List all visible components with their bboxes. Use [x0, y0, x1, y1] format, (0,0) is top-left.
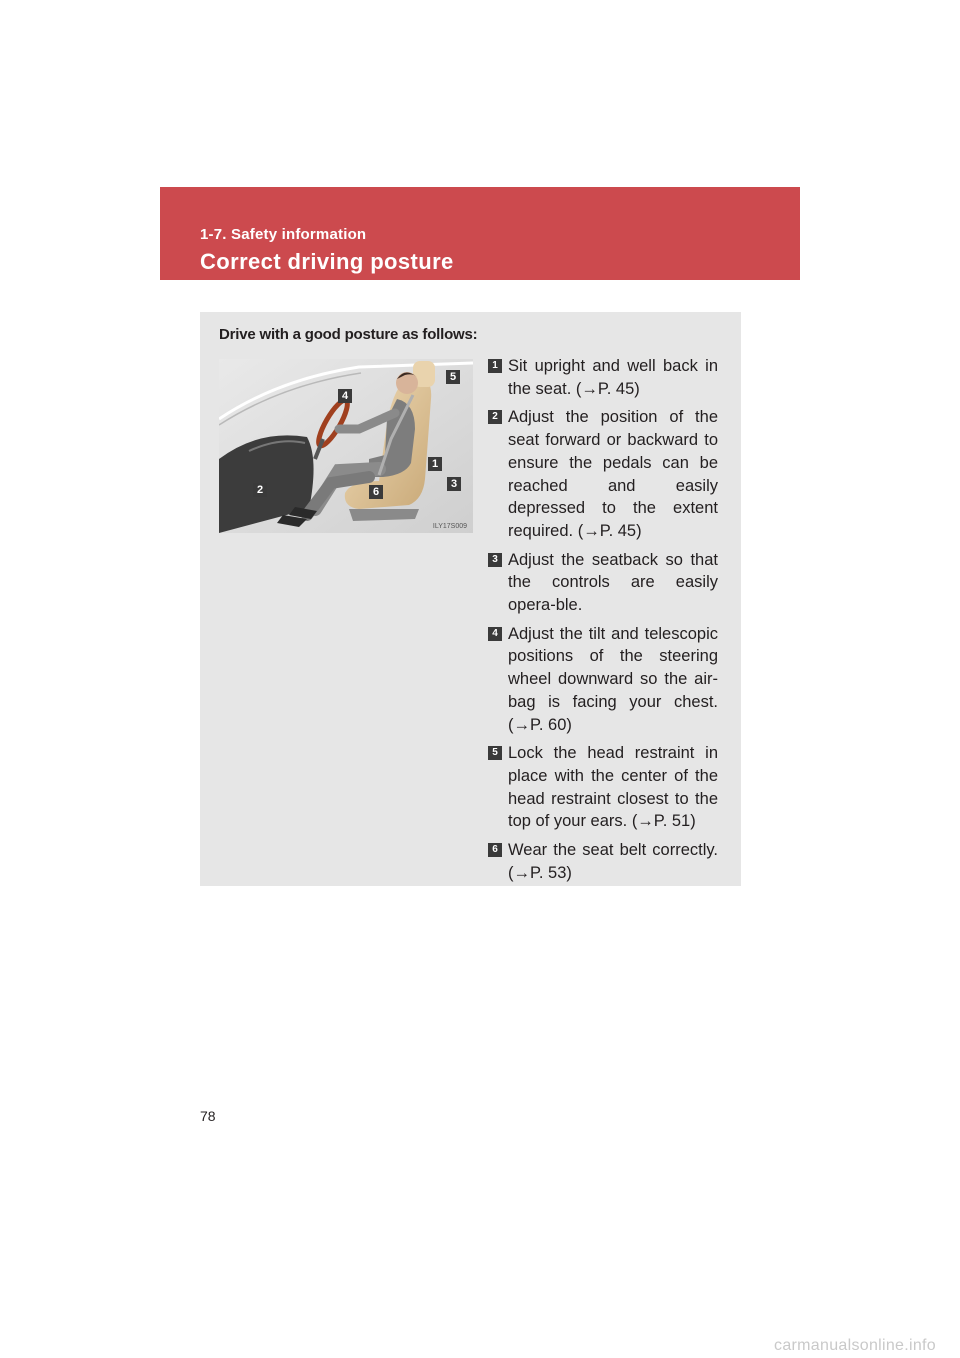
driving-posture-illustration: [219, 359, 473, 533]
callout-1: 1: [428, 457, 442, 471]
list-item: [488, 839, 718, 884]
list-item: [488, 549, 718, 617]
step-text: Adjust the tilt and telescopic positions of the steering wheel downward so the air-bag is facing your chest. (→P. 60): [508, 624, 718, 734]
step-text: Sit upright and well back in the seat. (→P. 45): [508, 357, 718, 398]
step-text: Wear the seat belt correctly. (→P. 53): [508, 841, 718, 882]
driver-seat-drawing: [219, 359, 473, 533]
list-item: [488, 742, 718, 833]
step-text: Adjust the seatback so that the controls are easily opera-ble.: [508, 550, 718, 615]
posture-steps-list: [488, 355, 718, 890]
figure-code: ILY17S009: [432, 523, 467, 530]
intro-text: Drive with a good posture as follows:: [219, 326, 478, 343]
callout-2: 2: [253, 483, 267, 497]
content-box: [200, 312, 741, 886]
callout-3: 3: [447, 477, 461, 491]
callout-4: 4: [338, 389, 352, 403]
watermark[interactable]: carmanualsonline.info: [774, 1337, 936, 1354]
list-item: [488, 623, 718, 737]
section-label: 1-7. Safety information: [200, 226, 367, 243]
step-number-badge: 1: [488, 359, 502, 373]
list-item: [488, 406, 718, 542]
step-number-badge: 5: [488, 746, 502, 760]
page-title: Correct driving posture: [200, 249, 454, 274]
step-number-badge: 6: [488, 843, 502, 857]
step-number-badge: 4: [488, 627, 502, 641]
page-number: 78: [200, 1108, 216, 1124]
step-text: Lock the head restraint in place with the center of the head restraint closest to the top of your ears. (→P. 51): [508, 744, 718, 831]
section-header: [160, 187, 800, 280]
callout-6: 6: [369, 485, 383, 499]
step-number-badge: 2: [488, 410, 502, 424]
list-item: [488, 355, 718, 400]
callout-5: 5: [446, 370, 460, 384]
step-number-badge: 3: [488, 553, 502, 567]
step-text: Adjust the position of the seat forward or backward to ensure the pedals can be reached and easily depressed to the extent required. (→P. 45): [508, 408, 718, 540]
